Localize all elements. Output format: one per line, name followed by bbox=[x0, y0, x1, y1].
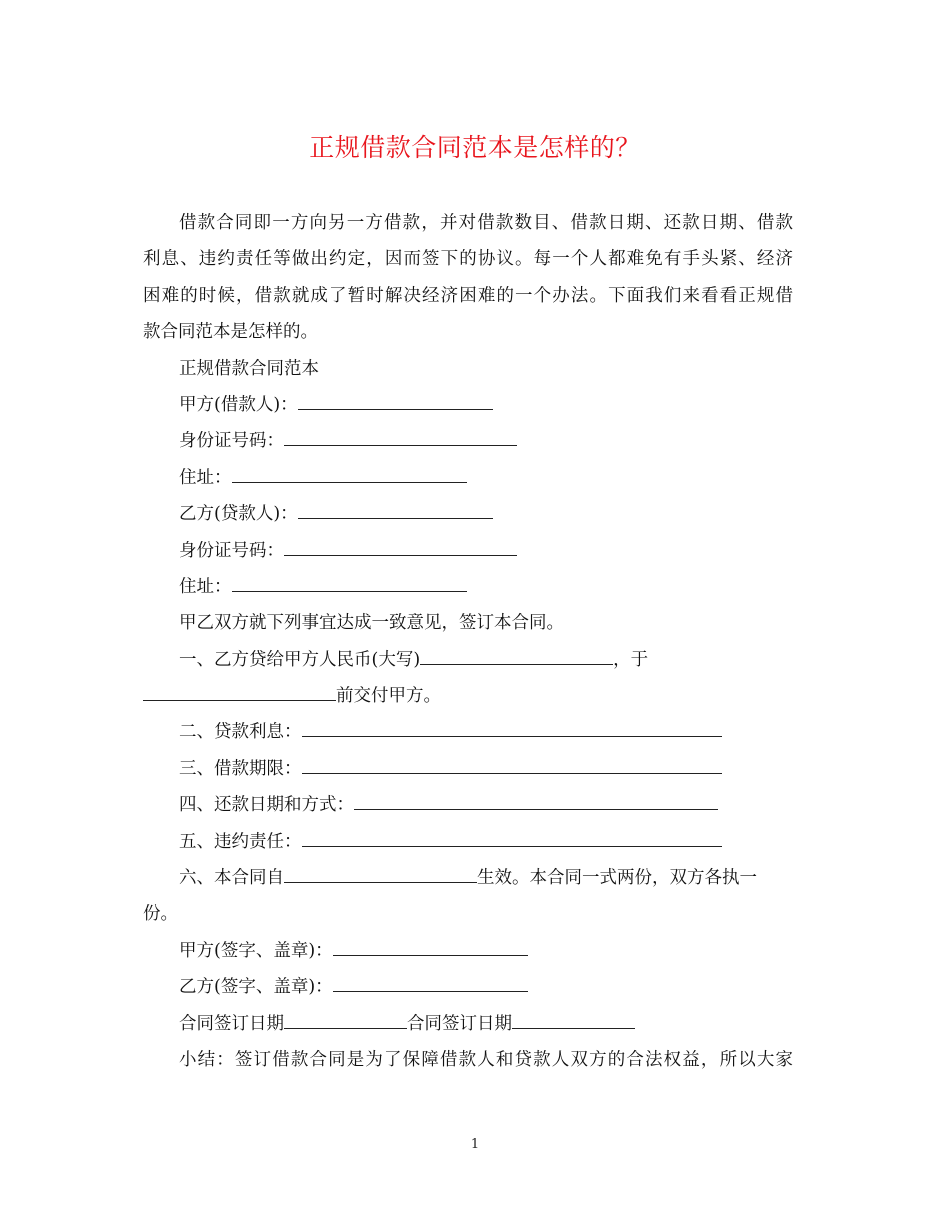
party-b-lender-label: 乙方(贷款人)： bbox=[179, 504, 298, 525]
clause-5-blank[interactable] bbox=[302, 824, 722, 847]
clause-6-cont: 份。 bbox=[143, 904, 178, 925]
party-b-address-label: 住址： bbox=[179, 576, 232, 597]
clause-6-row bbox=[143, 860, 793, 896]
summary-line: 小结：签订借款合同是为了保障借款人和贷款人双方的合法权益，所以大家 bbox=[179, 1049, 793, 1070]
party-a-borrower-blank[interactable] bbox=[298, 387, 493, 410]
sign-b-label: 乙方(签字、盖章)： bbox=[179, 977, 333, 998]
party-a-address-row bbox=[143, 460, 793, 496]
party-a-address-blank[interactable] bbox=[232, 460, 467, 483]
clause-1-amount-blank[interactable] bbox=[420, 642, 613, 665]
party-b-id-row bbox=[143, 533, 793, 569]
page-title: 正规借款合同范本是怎样的？ bbox=[309, 133, 641, 162]
clause-2-label: 二、贷款利息： bbox=[179, 722, 302, 743]
party-a-borrower-label: 甲方(借款人)： bbox=[179, 394, 298, 415]
clause-1-prefix: 一、乙方贷给甲方人民币(大写) bbox=[179, 649, 421, 670]
clause-1-mid: ，于 bbox=[613, 649, 649, 670]
sign-date-label-1: 合同签订日期 bbox=[179, 1013, 284, 1034]
sign-date-blank-2[interactable] bbox=[512, 1006, 635, 1029]
clause-4-label: 四、还款日期和方式： bbox=[179, 795, 354, 816]
party-b-address-blank[interactable] bbox=[232, 569, 467, 592]
clause-2-row bbox=[143, 714, 793, 750]
intro-line-2: 利息、违约责任等做出约定，因而签下的协议。每一个人都难免有手头紧、经济 bbox=[143, 249, 793, 270]
clause-4-blank[interactable] bbox=[354, 787, 718, 810]
clause-5-row bbox=[143, 824, 793, 860]
clause-3-row bbox=[143, 751, 793, 787]
party-b-id-blank[interactable] bbox=[284, 533, 517, 556]
sign-b-row bbox=[143, 969, 793, 1005]
contract-heading: 正规借款合同范本 bbox=[179, 358, 319, 379]
clause-1-suffix: 前交付甲方。 bbox=[336, 686, 441, 707]
intro-line-1: 借款合同即一方向另一方借款，并对借款数目、借款日期、还款日期、借款 bbox=[179, 213, 793, 233]
clause-6-prefix: 六、本合同自 bbox=[179, 868, 284, 889]
clause-6-blank[interactable] bbox=[284, 860, 477, 883]
sign-b-blank[interactable] bbox=[333, 969, 528, 992]
agreement-line: 甲乙双方就下列事宜达成一致意见，签订本合同。 bbox=[179, 613, 564, 634]
party-a-id-label: 身份证号码： bbox=[179, 431, 284, 452]
party-b-address-row bbox=[143, 569, 793, 605]
clause-1-cont-row bbox=[143, 678, 793, 714]
party-a-address-label: 住址： bbox=[179, 467, 232, 488]
clause-3-label: 三、借款期限： bbox=[179, 758, 302, 779]
party-b-id-label: 身份证号码： bbox=[179, 540, 284, 561]
page-number: 1 bbox=[470, 1137, 480, 1152]
clause-1-date-blank[interactable] bbox=[143, 678, 336, 701]
sign-a-label: 甲方(签字、盖章)： bbox=[179, 940, 333, 961]
intro-line-4: 款合同范本是怎样的。 bbox=[143, 322, 318, 343]
party-a-borrower-row bbox=[143, 387, 793, 423]
clause-2-blank[interactable] bbox=[302, 714, 722, 737]
party-a-id-row bbox=[143, 423, 793, 459]
sign-a-blank[interactable] bbox=[333, 933, 528, 956]
clause-4-row bbox=[143, 787, 793, 823]
intro-line-3: 困难的时候，借款就成了暂时解决经济困难的一个办法。下面我们来看看正规借 bbox=[143, 285, 793, 306]
sign-a-row bbox=[143, 933, 793, 969]
sign-date-blank-1[interactable] bbox=[284, 1006, 407, 1029]
sign-date-label-2: 合同签订日期 bbox=[407, 1013, 512, 1034]
party-b-lender-blank[interactable] bbox=[298, 496, 493, 519]
party-b-lender-row bbox=[143, 496, 793, 532]
sign-date-row bbox=[143, 1006, 793, 1042]
clause-5-label: 五、违约责任： bbox=[179, 831, 302, 852]
clause-1-row bbox=[143, 642, 793, 678]
clause-6-suffix: 生效。本合同一式两份，双方各执一 bbox=[477, 868, 757, 889]
clause-3-blank[interactable] bbox=[302, 751, 722, 774]
party-a-id-blank[interactable] bbox=[284, 423, 517, 446]
document-body bbox=[143, 205, 793, 1078]
